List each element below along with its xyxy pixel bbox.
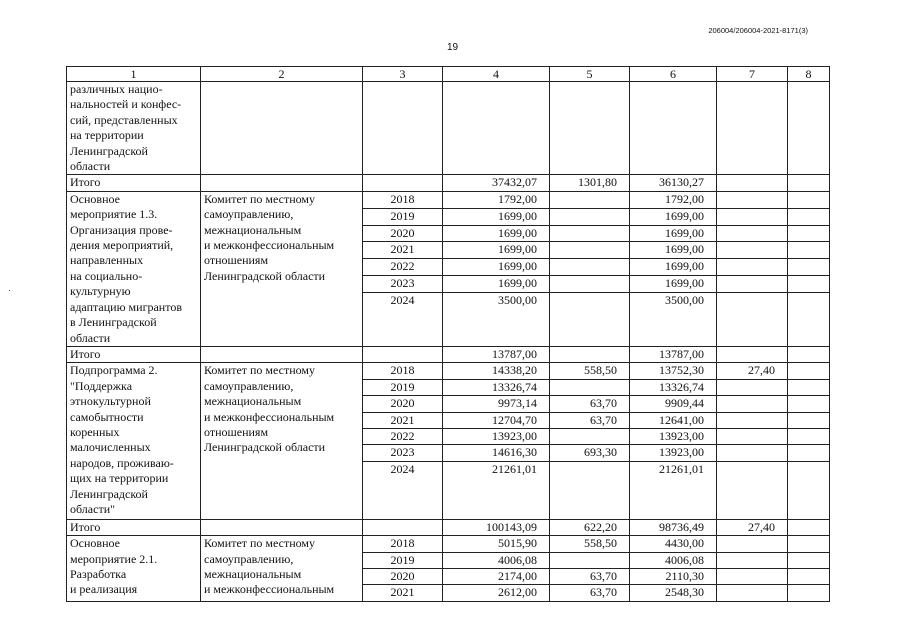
executor-name: Комитет по местному самоуправлению, межнациональным и межконфессиональным <box>201 536 363 602</box>
table-cell <box>788 363 830 379</box>
table-cell <box>788 208 830 225</box>
column-header: 2 <box>201 67 363 82</box>
column-header: 5 <box>550 67 630 82</box>
table-cell <box>788 461 830 519</box>
amount-cell: 1699,00 <box>630 259 717 276</box>
executor-name: Комитет по местному самоуправлению, межнациональным и межконфессиональным отношениям Ленинградской области <box>201 363 363 519</box>
amount-cell: 1699,00 <box>443 242 550 259</box>
year-row <box>67 363 830 379</box>
table-cell <box>550 82 630 175</box>
table-cell <box>201 346 363 362</box>
column-header: 4 <box>443 67 550 82</box>
amount-cell <box>717 191 788 208</box>
amount-cell: 5015,90 <box>443 536 550 552</box>
total-row <box>67 519 830 535</box>
table-cell <box>363 82 443 175</box>
year-row <box>67 536 830 552</box>
year-cell: 2021 <box>363 242 443 259</box>
amount-cell: 14338,20 <box>443 363 550 379</box>
measure-name: Основное мероприятие 1.3. Организация прове- дения мероприятий, направленных на социально- культурную адаптацию мигрантов в Ленинградской области <box>67 191 201 346</box>
amount-cell: 4006,08 <box>443 552 550 568</box>
table-cell <box>630 82 717 175</box>
amount-cell <box>550 225 630 242</box>
table-cell <box>363 346 443 362</box>
table-cell <box>717 82 788 175</box>
total-label: Итого <box>67 175 201 191</box>
total-cell: 98736,49 <box>630 519 717 535</box>
amount-cell <box>717 225 788 242</box>
amount-cell <box>550 276 630 293</box>
amount-cell <box>717 396 788 412</box>
measure-name: различных нацио- нальностей и конфес- сий, представленных на территории Ленинградской области <box>67 82 201 175</box>
year-cell: 2022 <box>363 259 443 276</box>
year-cell: 2020 <box>363 568 443 584</box>
year-cell: 2019 <box>363 208 443 225</box>
amount-cell: 2612,00 <box>443 585 550 601</box>
amount-cell: 1792,00 <box>630 191 717 208</box>
total-cell <box>717 346 788 362</box>
amount-cell: 21261,01 <box>630 461 717 519</box>
amount-cell: 13326,74 <box>443 379 550 395</box>
table-cell <box>788 191 830 208</box>
table-cell <box>788 428 830 444</box>
year-cell: 2023 <box>363 445 443 461</box>
amount-cell: 2110,30 <box>630 568 717 584</box>
amount-cell <box>550 428 630 444</box>
amount-cell: 1699,00 <box>630 208 717 225</box>
column-header: 1 <box>67 67 201 82</box>
total-cell: 1301,80 <box>550 175 630 191</box>
amount-cell <box>717 292 788 346</box>
amount-cell: 9909,44 <box>630 396 717 412</box>
amount-cell: 4430,00 <box>630 536 717 552</box>
amount-cell: 63,70 <box>550 568 630 584</box>
amount-cell: 1792,00 <box>443 191 550 208</box>
column-header: 6 <box>630 67 717 82</box>
amount-cell: 4006,08 <box>630 552 717 568</box>
column-number-row <box>67 67 830 82</box>
table-cell <box>201 519 363 535</box>
amount-cell <box>717 552 788 568</box>
table-cell <box>788 519 830 535</box>
amount-cell: 12641,00 <box>630 412 717 428</box>
amount-cell: 27,40 <box>717 363 788 379</box>
year-cell: 2023 <box>363 276 443 293</box>
amount-cell: 21261,01 <box>443 461 550 519</box>
table-cell <box>788 568 830 584</box>
amount-cell: 1699,00 <box>630 276 717 293</box>
total-cell: 100143,09 <box>443 519 550 535</box>
year-cell: 2022 <box>363 428 443 444</box>
executor-name: Комитет по местному самоуправлению, межнациональным и межконфессиональным отношениям Ленинградской области <box>201 191 363 346</box>
amount-cell <box>717 208 788 225</box>
amount-cell: 13326,74 <box>630 379 717 395</box>
budget-table <box>66 66 830 602</box>
year-cell: 2020 <box>363 225 443 242</box>
table-cell <box>443 82 550 175</box>
column-header: 3 <box>363 67 443 82</box>
table-cell <box>788 552 830 568</box>
amount-cell <box>717 242 788 259</box>
total-cell <box>550 346 630 362</box>
amount-cell <box>717 585 788 601</box>
amount-cell <box>717 259 788 276</box>
amount-cell: 1699,00 <box>443 259 550 276</box>
year-cell: 2018 <box>363 536 443 552</box>
amount-cell: 13923,00 <box>630 445 717 461</box>
year-cell: 2021 <box>363 585 443 601</box>
page-number: 19 <box>446 42 459 53</box>
amount-cell: 2548,30 <box>630 585 717 601</box>
table-cell <box>788 82 830 175</box>
table-cell <box>788 276 830 293</box>
table-cell <box>363 519 443 535</box>
amount-cell: 14616,30 <box>443 445 550 461</box>
total-row <box>67 346 830 362</box>
table-cell <box>788 242 830 259</box>
amount-cell <box>550 208 630 225</box>
table-cell <box>201 175 363 191</box>
amount-cell: 13923,00 <box>630 428 717 444</box>
table-cell <box>788 585 830 601</box>
amount-cell: 3500,00 <box>443 292 550 346</box>
table-cell <box>788 445 830 461</box>
amount-cell <box>550 552 630 568</box>
amount-cell <box>717 379 788 395</box>
amount-cell: 558,50 <box>550 363 630 379</box>
amount-cell: 693,30 <box>550 445 630 461</box>
amount-cell <box>717 428 788 444</box>
amount-cell <box>550 379 630 395</box>
amount-cell <box>717 536 788 552</box>
total-cell: 622,20 <box>550 519 630 535</box>
column-header: 8 <box>788 67 830 82</box>
total-cell: 37432,07 <box>443 175 550 191</box>
table-cell <box>788 396 830 412</box>
amount-cell: 63,70 <box>550 585 630 601</box>
amount-cell: 1699,00 <box>630 225 717 242</box>
table-cell <box>201 82 363 175</box>
document-id: 206004/206004-2021-8171(3) <box>708 26 808 35</box>
year-cell: 2018 <box>363 191 443 208</box>
amount-cell: 1699,00 <box>630 242 717 259</box>
table-cell <box>363 175 443 191</box>
year-cell: 2024 <box>363 461 443 519</box>
table-cell <box>788 346 830 362</box>
total-cell: 13787,00 <box>443 346 550 362</box>
total-cell: 36130,27 <box>630 175 717 191</box>
scan-speck <box>9 290 10 291</box>
measure-name: Основное мероприятие 2.1. Разработка и реализация <box>67 536 201 602</box>
year-cell: 2020 <box>363 396 443 412</box>
table-cell <box>788 225 830 242</box>
amount-cell <box>717 445 788 461</box>
column-header: 7 <box>717 67 788 82</box>
amount-cell: 63,70 <box>550 412 630 428</box>
amount-cell <box>550 461 630 519</box>
table-cell <box>788 259 830 276</box>
amount-cell: 558,50 <box>550 536 630 552</box>
amount-cell <box>550 292 630 346</box>
total-label: Итого <box>67 519 201 535</box>
amount-cell: 13923,00 <box>443 428 550 444</box>
amount-cell: 13752,30 <box>630 363 717 379</box>
amount-cell <box>717 412 788 428</box>
amount-cell: 63,70 <box>550 396 630 412</box>
amount-cell: 1699,00 <box>443 276 550 293</box>
table-cell <box>788 412 830 428</box>
amount-cell <box>717 461 788 519</box>
table-cell <box>788 379 830 395</box>
total-row <box>67 175 830 191</box>
year-cell: 2019 <box>363 379 443 395</box>
total-cell <box>717 175 788 191</box>
measure-name: Подпрограмма 2. "Поддержка этнокультурной самобытности коренных малочисленных народов, проживаю- щих на территории Ленинградской области" <box>67 363 201 519</box>
amount-cell: 1699,00 <box>443 208 550 225</box>
amount-cell <box>550 191 630 208</box>
table-row <box>67 82 830 175</box>
amount-cell: 12704,70 <box>443 412 550 428</box>
year-cell: 2018 <box>363 363 443 379</box>
amount-cell <box>717 276 788 293</box>
year-row <box>67 191 830 208</box>
amount-cell: 9973,14 <box>443 396 550 412</box>
amount-cell: 2174,00 <box>443 568 550 584</box>
table-cell <box>788 536 830 552</box>
year-cell: 2024 <box>363 292 443 346</box>
total-cell: 27,40 <box>717 519 788 535</box>
amount-cell <box>550 242 630 259</box>
year-cell: 2021 <box>363 412 443 428</box>
amount-cell <box>717 568 788 584</box>
total-cell: 13787,00 <box>630 346 717 362</box>
amount-cell: 1699,00 <box>443 225 550 242</box>
amount-cell: 3500,00 <box>630 292 717 346</box>
table-cell <box>788 292 830 346</box>
total-label: Итого <box>67 346 201 362</box>
amount-cell <box>550 259 630 276</box>
year-cell: 2019 <box>363 552 443 568</box>
table-cell <box>788 175 830 191</box>
